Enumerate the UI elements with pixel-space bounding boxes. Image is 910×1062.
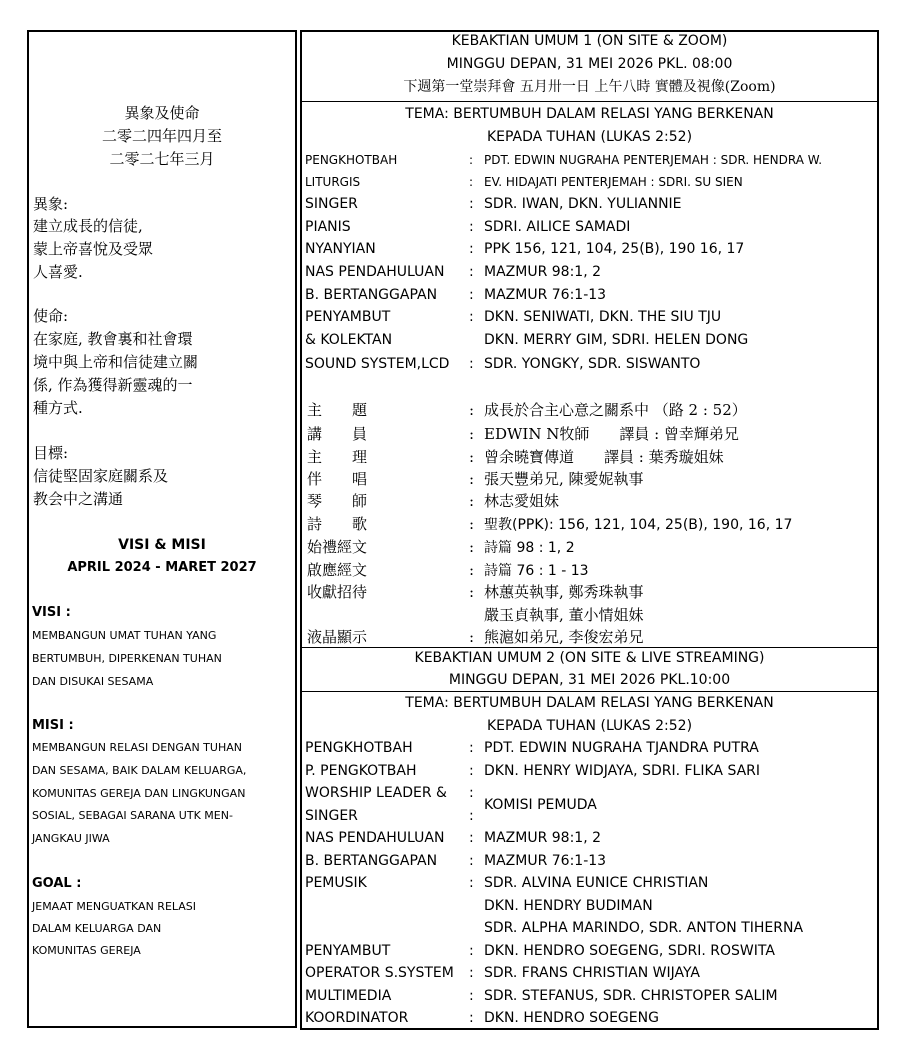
service2-row-colon: : <box>469 740 474 756</box>
service2-row-colon: : <box>469 785 474 801</box>
service2-row-colon: : <box>469 763 474 779</box>
service1-cn-colon: : <box>469 628 475 646</box>
service2-row-label: PEMUSIK <box>305 875 367 891</box>
divider <box>300 647 879 648</box>
service2-row-value: MAZMUR 98:1, 2 <box>484 830 601 846</box>
service1-row-label: SINGER <box>305 196 358 212</box>
service2-row-colon: : <box>469 853 474 869</box>
service1-row-value: DKN. MERRY GIM, SDRI. HELEN DONG <box>484 332 749 348</box>
goal2-line: JEMAAT MENGUATKAN RELASI <box>32 900 197 913</box>
misi-line: DAN SESAMA, BAIK DALAM KELUARGA, <box>32 764 247 777</box>
service1-cn-label: 講 員 <box>307 425 368 443</box>
service1-row-value: SDR. IWAN, DKN. YULIANNIE <box>484 196 682 212</box>
service1-cn-value: 林志愛姐妹 <box>484 492 560 510</box>
service1-cn-value: 詩篇 98 : 1, 2 <box>484 540 575 556</box>
divider <box>300 101 879 102</box>
vision-title-line-3: 二零二七年三月 <box>109 150 215 168</box>
service1-date: MINGGU DEPAN, 31 MEI 2026 PKL. 08:00 <box>446 56 733 72</box>
service1-cn-label: 伴 唱 <box>307 470 368 488</box>
service1-row-value: SDR. YONGKY, SDR. SISWANTO <box>484 356 701 372</box>
service2-row-value: MAZMUR 76:1-13 <box>484 853 607 869</box>
vision-line: 建立成長的信徒, <box>33 217 143 235</box>
service1-row-label: PENYAMBUT <box>305 309 391 325</box>
service1-row-value: PPK 156, 121, 104, 25(B), 190 16, 17 <box>484 241 745 257</box>
service1-row-label: NAS PENDAHULUAN <box>305 264 445 280</box>
service2-row-label: OPERATOR S.SYSTEM <box>305 965 454 981</box>
service1-cn-colon: : <box>469 425 475 443</box>
misi-line: MEMBANGUN RELASI DENGAN TUHAN <box>32 741 242 754</box>
service2-row-label: NAS PENDAHULUAN <box>305 830 445 846</box>
service1-row-colon: : <box>469 356 474 372</box>
service1-row-colon: : <box>469 264 474 280</box>
service1-cn-colon: : <box>469 561 475 579</box>
mission-line: 在家庭, 教會裏和社會環 <box>33 330 193 348</box>
service2-row-colon: : <box>469 965 474 981</box>
goal2-line: DALAM KELUARGA DAN <box>32 922 162 935</box>
service1-row-colon: : <box>469 196 474 212</box>
service1-cn-colon: : <box>469 448 475 466</box>
service1-cn-value: 張天豐弟兄, 陳愛妮執事 <box>484 470 644 488</box>
service1-cn-label: 始禮經文 <box>307 538 368 556</box>
vision-line: 蒙上帝喜悅及受眾 <box>33 240 154 258</box>
service1-row-label: LITURGIS <box>305 175 361 189</box>
visi-line: MEMBANGUN UMAT TUHAN YANG <box>32 629 217 642</box>
service1-theme-line-2: KEPADA TUHAN (LUKAS 2:52) <box>486 129 693 145</box>
service1-cn-value: 曾余曉寶傳道 譯員 : 葉秀璇姐妹 <box>484 448 724 466</box>
goal-line: 教会中之溝通 <box>33 490 124 508</box>
service1-cn-value: 聖教(PPK): 156, 121, 104, 25(B), 190, 16, 17 <box>484 517 793 533</box>
service1-row-value: MAZMUR 98:1, 2 <box>484 264 601 280</box>
service2-row-label: P. PENGKOTBAH <box>305 763 417 779</box>
service2-row-label: SINGER <box>305 808 358 824</box>
service2-row-colon: : <box>469 830 474 846</box>
service1-cn-label: 收獻招待 <box>307 583 368 601</box>
service2-theme-line-2: KEPADA TUHAN (LUKAS 2:52) <box>486 718 693 734</box>
service2-row-colon: : <box>469 875 474 891</box>
service2-row-colon: : <box>469 1010 474 1026</box>
misi-line: JANGKAU JIWA <box>32 832 110 845</box>
service1-cn-value: EDWIN N牧師 譯員 : 曾幸輝弟兄 <box>484 425 739 443</box>
service1-theme-line-1: TEMA: BERTUMBUH DALAM RELASI YANG BERKENAN <box>405 106 774 122</box>
service1-cn-value: 詩篇 76 : 1 - 13 <box>484 563 589 579</box>
goal-heading: 目標: <box>33 444 69 462</box>
service2-row-value: SDR. ALVINA EUNICE CHRISTIAN <box>484 875 709 891</box>
vision-heading: 異象: <box>33 195 69 213</box>
mission-line: 種方式. <box>33 399 83 417</box>
service1-date-chinese: 下週第一堂崇拜會 五月卅一日 上午八時 實體及視像(Zoom) <box>403 79 776 95</box>
service2-row-colon: : <box>469 988 474 1004</box>
vision-title-line-2: 二零二四年四月至 <box>101 127 222 145</box>
service1-cn-label: 琴 師 <box>307 492 368 510</box>
service2-row-colon: : <box>469 808 474 824</box>
service2-row-colon: : <box>469 943 474 959</box>
service2-row-value: SDR. STEFANUS, SDR. CHRISTOPER SALIM <box>484 988 778 1004</box>
visi-line: BERTUMBUH, DIPERKENAN TUHAN <box>32 652 222 665</box>
service1-cn-value: 林蕙英執事, 鄭秀珠執事 <box>484 583 644 601</box>
service1-row-label: SOUND SYSTEM,LCD <box>305 356 450 372</box>
service1-row-colon: : <box>469 153 474 167</box>
service2-row-value: KOMISI PEMUDA <box>484 797 597 813</box>
visi-misi-period: APRIL 2024 - MARET 2027 <box>67 560 257 575</box>
service1-title: KEBAKTIAN UMUM 1 (ON SITE & ZOOM) <box>451 33 728 49</box>
vision-line: 人喜愛. <box>33 263 83 281</box>
service1-cn-label: 啟應經文 <box>307 561 368 579</box>
vision-title-line-1: 異象及使命 <box>124 104 200 122</box>
mission-line: 係, 作為獲得新靈魂的一 <box>33 376 193 394</box>
service1-row-label: PIANIS <box>305 219 351 235</box>
service2-row-value: DKN. HENDRY BUDIMAN <box>484 898 653 914</box>
visi-heading: VISI : <box>32 605 71 620</box>
service2-title: KEBAKTIAN UMUM 2 (ON SITE & LIVE STREAMING) <box>414 650 765 666</box>
service1-row-label: & KOLEKTAN <box>305 332 393 348</box>
service2-row-label: WORSHIP LEADER & <box>305 785 447 801</box>
service2-row-label: MULTIMEDIA <box>305 988 392 1004</box>
service1-row-label: PENGKHOTBAH <box>305 153 398 167</box>
service1-cn-label: 詩 歌 <box>307 515 368 533</box>
service2-row-label: PENGKHOTBAH <box>305 740 413 756</box>
service1-row-value: PDT. EDWIN NUGRAHA PENTERJEMAH : SDR. HENDRA W. <box>484 153 823 167</box>
service2-row-value: DKN. HENDRO SOEGENG <box>484 1010 659 1026</box>
misi-line: SOSIAL, SEBAGAI SARANA UTK MEN- <box>32 809 233 822</box>
visi-line: DAN DISUKAI SESAMA <box>32 675 154 688</box>
service1-cn-value: 熊滬如弟兄, 李俊宏弟兄 <box>484 628 644 646</box>
goal2-heading: GOAL : <box>32 876 82 891</box>
service1-row-colon: : <box>469 241 474 257</box>
service2-row-value: DKN. HENDRO SOEGENG, SDRI. ROSWITA <box>484 943 775 959</box>
service1-row-colon: : <box>469 309 474 325</box>
misi-line: KOMUNITAS GEREJA DAN LINGKUNGAN <box>32 787 246 800</box>
service1-row-value: DKN. SENIWATI, DKN. THE SIU TJU <box>484 309 722 325</box>
service1-row-label: NYANYIAN <box>305 241 376 257</box>
service2-row-label: PENYAMBUT <box>305 943 391 959</box>
service2-row-label: KOORDINATOR <box>305 1010 409 1026</box>
goal2-line: KOMUNITAS GEREJA <box>32 944 141 957</box>
service2-row-value: PDT. EDWIN NUGRAHA TJANDRA PUTRA <box>484 740 759 756</box>
mission-line: 境中與上帝和信徒建立關 <box>33 353 199 371</box>
service1-row-value: SDRI. AILICE SAMADI <box>484 219 631 235</box>
service1-cn-label: 主 題 <box>307 401 368 419</box>
service1-row-value: EV. HIDAJATI PENTERJEMAH : SDRI. SU SIEN <box>484 175 743 189</box>
service1-cn-value: 成長於合主心意之關系中 （路 2 : 52） <box>484 401 747 419</box>
service2-row-label: B. BERTANGGAPAN <box>305 853 438 869</box>
service1-cn-colon: : <box>469 492 475 510</box>
service1-cn-value: 嚴玉貞執事, 董小情姐妹 <box>484 606 644 624</box>
service1-row-colon: : <box>469 219 474 235</box>
service1-cn-colon: : <box>469 538 475 556</box>
service1-row-label: B. BERTANGGAPAN <box>305 287 438 303</box>
service1-cn-colon: : <box>469 583 475 601</box>
mission-heading: 使命: <box>33 307 69 325</box>
service2-row-value: SDR. FRANS CHRISTIAN WIJAYA <box>484 965 701 981</box>
visi-misi-title: VISI & MISI <box>118 537 206 553</box>
goal-line: 信徒堅固家庭關系及 <box>33 467 169 485</box>
service1-row-value: MAZMUR 76:1-13 <box>484 287 607 303</box>
service1-row-colon: : <box>469 287 474 303</box>
service2-row-value: SDR. ALPHA MARINDO, SDR. ANTON TIHERNA <box>484 920 804 936</box>
misi-heading: MISI : <box>32 718 74 733</box>
service2-row-value: DKN. HENRY WIDJAYA, SDRI. FLIKA SARI <box>484 763 761 779</box>
service2-theme-line-1: TEMA: BERTUMBUH DALAM RELASI YANG BERKENAN <box>405 695 774 711</box>
divider <box>300 691 879 692</box>
service1-cn-colon: : <box>469 401 475 419</box>
service1-cn-label: 主 理 <box>307 448 368 466</box>
service2-date: MINGGU DEPAN, 31 MEI 2026 PKL.10:00 <box>448 672 731 688</box>
service1-row-colon: : <box>469 175 474 189</box>
service1-cn-colon: : <box>469 470 475 488</box>
service1-cn-label: 液晶顯示 <box>307 628 368 646</box>
service1-cn-colon: : <box>469 515 475 533</box>
